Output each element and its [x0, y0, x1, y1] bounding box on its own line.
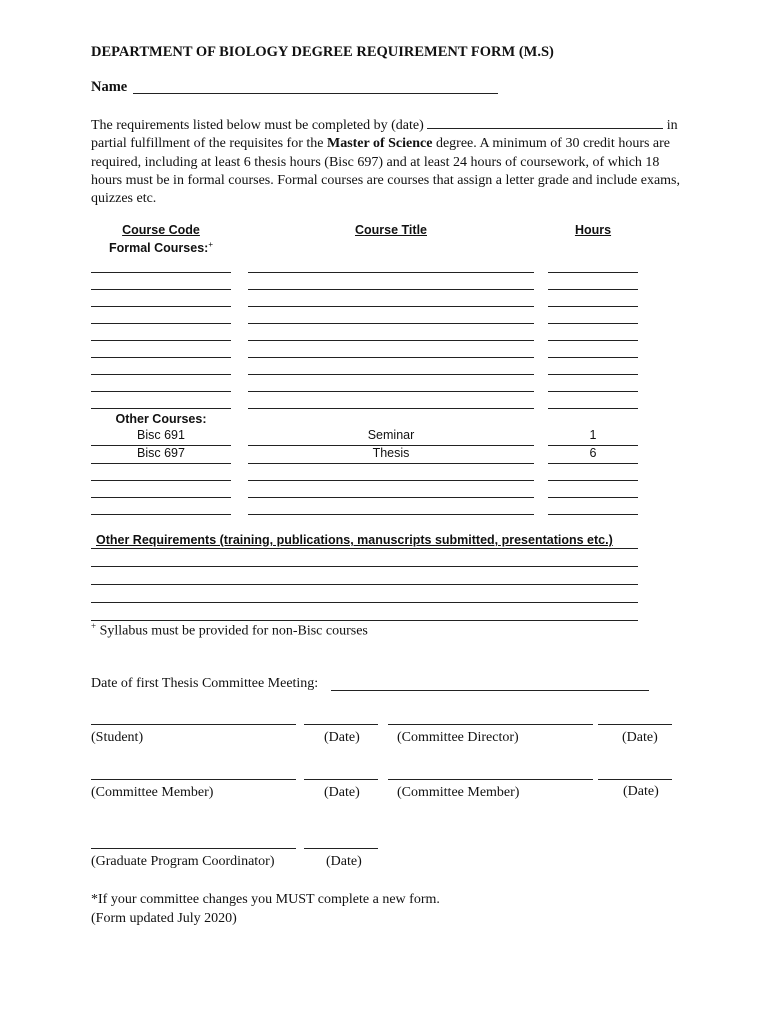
graduate-coordinator-label: (Graduate Program Coordinator)	[91, 854, 275, 869]
other-courses-label: Other Courses:	[115, 412, 207, 426]
course-title-field[interactable]	[248, 340, 534, 341]
col-hours: Hours	[574, 223, 612, 237]
course-hours-field[interactable]	[548, 497, 638, 498]
form-updated-note: (Form updated July 2020)	[91, 911, 237, 926]
other-requirements-line[interactable]	[91, 602, 638, 603]
member-date-label: (Date)	[623, 784, 659, 799]
syllabus-text: Syllabus must be provided for non-Bisc courses	[99, 623, 368, 639]
course-code-field[interactable]	[91, 391, 231, 392]
course-hours-field[interactable]	[548, 272, 638, 273]
syllabus-marker: +	[91, 621, 97, 631]
course-hours-field[interactable]	[548, 463, 638, 464]
course-title-field[interactable]	[248, 272, 534, 273]
syllabus-note	[91, 621, 368, 640]
course-title-field[interactable]	[248, 391, 534, 392]
course-code-field[interactable]	[91, 323, 231, 324]
other-requirements-line[interactable]	[91, 566, 638, 567]
member-date-label: (Date)	[324, 785, 360, 800]
student-label: (Student)	[91, 730, 144, 745]
course-code-field[interactable]	[91, 374, 231, 375]
formal-courses-text: Formal Courses:	[108, 241, 209, 256]
name-field[interactable]	[133, 93, 498, 94]
other-requirements-line[interactable]	[91, 548, 638, 549]
other-course-hours: 1	[589, 428, 597, 442]
intro-text-1: The requirements listed below must be completed by (date)	[91, 118, 424, 133]
course-title-field[interactable]	[248, 374, 534, 375]
course-hours-field[interactable]	[548, 357, 638, 358]
other-course-code: Bisc 691	[137, 428, 185, 442]
member-date-field[interactable]	[304, 779, 378, 780]
thesis-meeting-label: Date of first Thesis Committee Meeting:	[91, 676, 319, 691]
coordinator-date-field[interactable]	[304, 848, 378, 849]
other-requirements-line[interactable]	[91, 584, 638, 585]
course-code-field[interactable]	[91, 408, 231, 409]
course-title-field[interactable]	[248, 357, 534, 358]
course-code-field[interactable]	[91, 463, 231, 464]
intro-text-3: degree. A minimum of 30 credit hours are required, including at least 6 thesis hours (Bisc 697) and at least 24 hours of coursework, of which 18 hours must be in formal courses. Formal courses are courses that assign a letter grade and include exams, quizzes etc.	[91, 136, 680, 207]
col-course-code: Course Code	[122, 223, 200, 237]
course-code-field[interactable]	[91, 497, 231, 498]
member-date-field[interactable]	[598, 779, 672, 780]
committee-member-label: (Committee Member)	[397, 785, 520, 800]
student-signature-field[interactable]	[91, 724, 296, 725]
other-requirements-heading: Other Requirements (training, publications, manuscripts submitted, presentations etc.)	[96, 533, 613, 547]
course-hours-field[interactable]	[548, 391, 638, 392]
course-code-field[interactable]	[91, 340, 231, 341]
course-code-field[interactable]	[91, 289, 231, 290]
course-hours-field[interactable]	[548, 306, 638, 307]
name-label: Name	[91, 79, 128, 95]
degree-name: Master of Science	[326, 136, 433, 152]
course-hours-field[interactable]	[548, 514, 638, 515]
member-signature-field[interactable]	[388, 779, 593, 780]
course-hours-field[interactable]	[548, 340, 638, 341]
course-title-field[interactable]	[248, 514, 534, 515]
course-code-field[interactable]	[91, 306, 231, 307]
thesis-meeting-date-field[interactable]	[331, 690, 649, 691]
course-title-field[interactable]	[248, 408, 534, 409]
coordinator-signature-field[interactable]	[91, 848, 296, 849]
intro-text-2: in partial fulfillment of the requisites for the	[91, 118, 678, 152]
director-date-label: (Date)	[622, 730, 658, 745]
intro-paragraph	[91, 115, 683, 208]
course-hours-field[interactable]	[548, 408, 638, 409]
formal-courses-marker: +	[208, 240, 213, 249]
other-course-hours: 6	[589, 446, 597, 460]
course-hours-field[interactable]	[548, 480, 638, 481]
course-hours-field[interactable]	[548, 289, 638, 290]
course-code-field[interactable]	[91, 357, 231, 358]
member-signature-field[interactable]	[91, 779, 296, 780]
director-date-field[interactable]	[598, 724, 672, 725]
course-title-field[interactable]	[248, 289, 534, 290]
completion-date-field[interactable]	[427, 115, 663, 129]
committee-member-label: (Committee Member)	[91, 785, 214, 800]
committee-change-note: *If your committee changes you MUST complete a new form.	[91, 892, 440, 907]
col-course-title: Course Title	[354, 223, 427, 237]
student-date-field[interactable]	[304, 724, 378, 725]
course-code-field[interactable]	[91, 480, 231, 481]
committee-director-label: (Committee Director)	[397, 730, 519, 745]
other-course-title: Thesis	[372, 446, 410, 460]
course-code-field[interactable]	[91, 514, 231, 515]
course-title-field[interactable]	[248, 480, 534, 481]
course-title-field[interactable]	[248, 497, 534, 498]
course-hours-field[interactable]	[548, 323, 638, 324]
course-code-field[interactable]	[91, 272, 231, 273]
director-signature-field[interactable]	[388, 724, 593, 725]
course-title-field[interactable]	[248, 323, 534, 324]
course-hours-field[interactable]	[548, 374, 638, 375]
course-title-field[interactable]	[248, 306, 534, 307]
coordinator-date-label: (Date)	[326, 854, 362, 869]
form-title: DEPARTMENT OF BIOLOGY DEGREE REQUIREMENT FORM (M.S)	[91, 44, 554, 60]
course-title-field[interactable]	[248, 463, 534, 464]
other-course-title: Seminar	[367, 428, 415, 442]
formal-courses-label	[91, 240, 231, 255]
other-course-code: Bisc 697	[137, 446, 185, 460]
student-date-label: (Date)	[324, 730, 360, 745]
